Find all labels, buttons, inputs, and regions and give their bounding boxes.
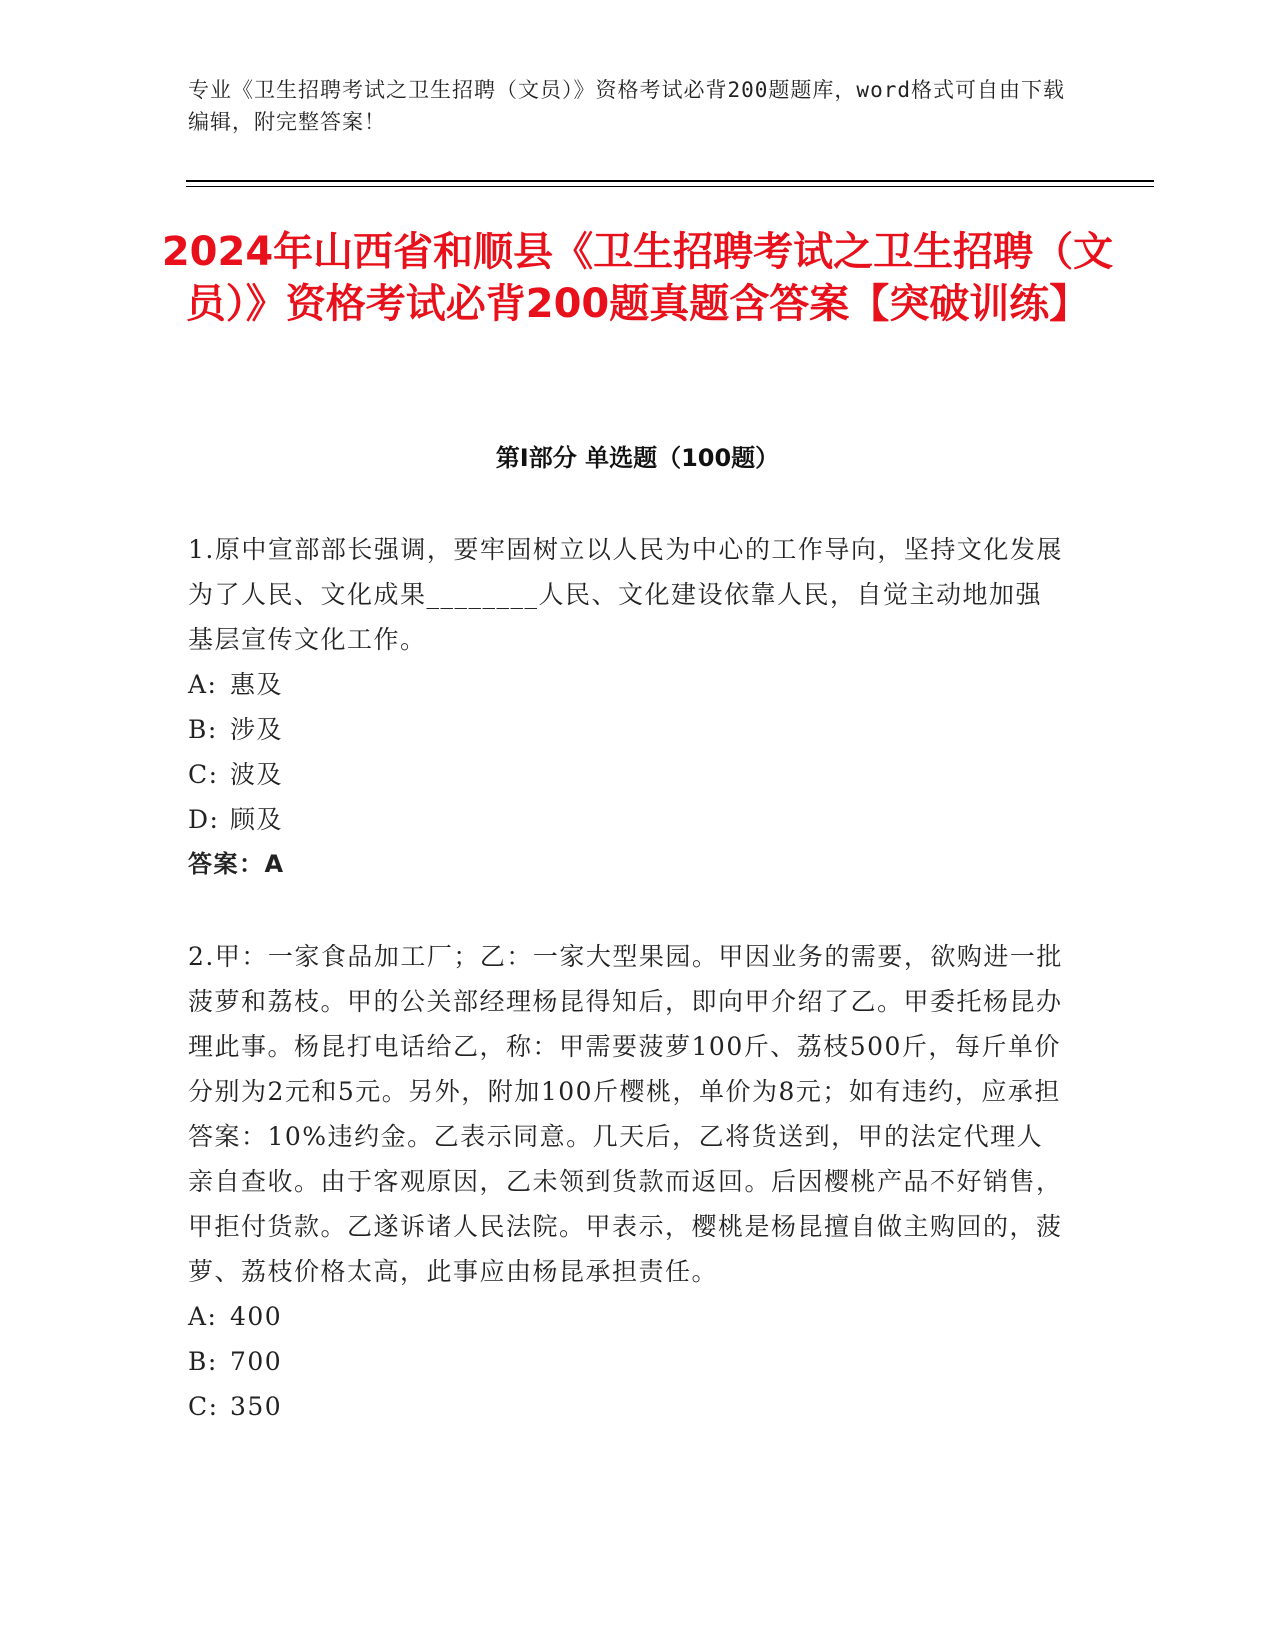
- option-key: A:: [188, 1302, 218, 1331]
- option-value: 700: [230, 1347, 283, 1376]
- option-a: [188, 662, 1068, 707]
- header-note: 专业《卫生招聘考试之卫生招聘（文员）》资格考试必背200题题库，word格式可自由下载编辑，附完整答案！: [188, 78, 1065, 134]
- option-c: [188, 752, 1068, 797]
- option-c: [188, 1384, 1068, 1429]
- option-key: C:: [188, 1392, 219, 1421]
- document-title: 2024年山西省和顺县《卫生招聘考试之卫生招聘（文员）》资格考试必背200题真题含答案【突破训练】: [161, 229, 1114, 327]
- option-key: B:: [188, 1347, 218, 1376]
- option-value: 涉及: [230, 715, 284, 744]
- question-2: [188, 934, 1068, 1429]
- option-d: [188, 797, 1068, 842]
- section-heading: 第Ⅰ部分 单选题（100题）: [495, 444, 780, 472]
- option-key: B:: [188, 715, 218, 744]
- header-rule-thick: [186, 180, 1154, 182]
- question-1: [188, 527, 1068, 887]
- option-value: 波及: [230, 760, 284, 789]
- option-b: [188, 707, 1068, 752]
- option-value: 顾及: [230, 805, 284, 834]
- header-rule-thin: [186, 186, 1154, 187]
- answer-line: 答案：A: [188, 850, 285, 878]
- option-key: C:: [188, 760, 219, 789]
- option-key: A:: [188, 670, 218, 699]
- option-value: 350: [230, 1392, 283, 1421]
- option-value: 惠及: [230, 670, 284, 699]
- question-text: 1.原中宣部部长强调，要牢固树立以人民为中心的工作导向，坚持文化发展为了人民、文化成果________人民、文化建设依靠人民，自觉主动地加强基层宣传文化工作。: [188, 535, 1063, 654]
- question-text: 2.甲：一家食品加工厂；乙：一家大型果园。甲因业务的需要，欲购进一批菠萝和荔枝。甲的公关部经理杨昆得知后，即向甲介绍了乙。甲委托杨昆办理此事。杨昆打电话给乙，称：甲需要菠萝100斤、荔枝500斤，每斤单价分别为2元和5元。另外，附加100斤樱桃，单价为8元；如有违约，应承担答案：10%违约金。乙表示同意。几天后，乙将货送到，甲的法定代理人亲自查收。由于客观原因，乙未领到货款而返回。后因樱桃产品不好销售，甲拒付货款。乙遂诉诸人民法院。甲表示，樱桃是杨昆擅自做主购回的，菠萝、荔枝价格太高，此事应由杨昆承担责任。: [188, 942, 1063, 1286]
- option-key: D:: [188, 805, 220, 834]
- option-value: 400: [230, 1302, 283, 1331]
- option-b: [188, 1339, 1068, 1384]
- option-a: [188, 1294, 1068, 1339]
